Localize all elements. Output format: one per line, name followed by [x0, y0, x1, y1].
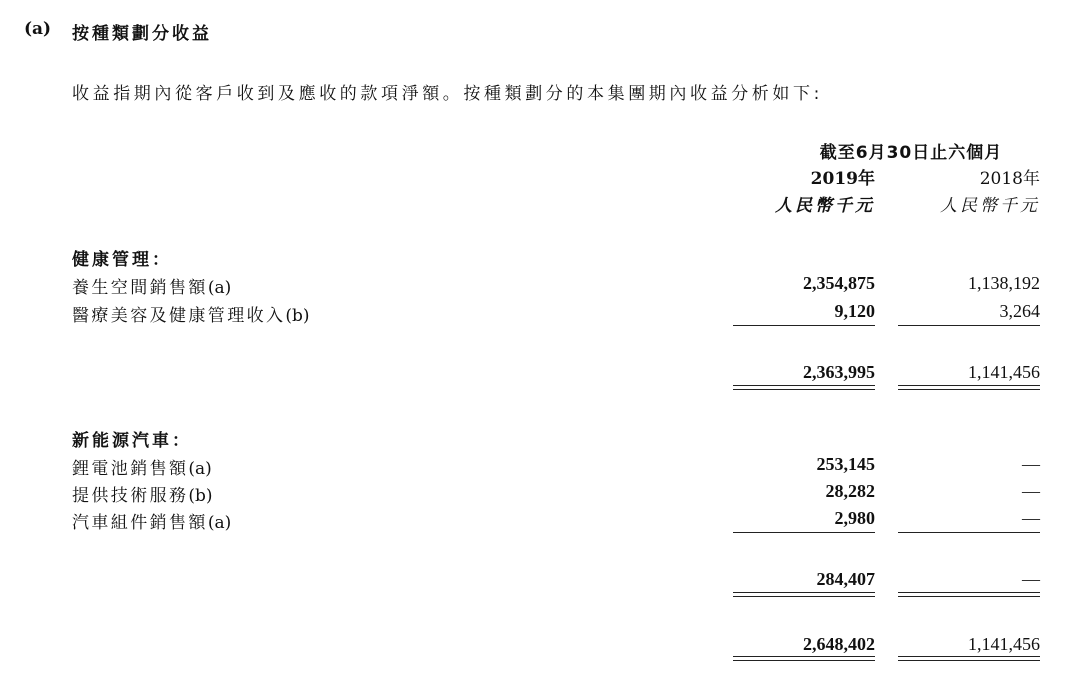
subtotal-2018: —: [1022, 569, 1040, 589]
subtotal-2019: 2,363,995: [803, 362, 875, 382]
row-value-2018: 3,264: [999, 301, 1040, 321]
subtotal-2018: 1,141,456: [968, 362, 1040, 382]
row-label: 養生空間銷售額(a): [72, 278, 232, 298]
row-value-2018: —: [1022, 454, 1040, 474]
rule: [898, 325, 1040, 326]
double-rule: [733, 592, 875, 593]
row-value-2018: 1,138,192: [968, 273, 1040, 293]
year-2019-header: 2019年: [810, 169, 875, 189]
rule: [898, 532, 1040, 533]
unit-2018-header: 人民幣千元: [940, 196, 1040, 216]
row-value-2018: —: [1022, 508, 1040, 528]
double-rule: [898, 656, 1040, 657]
rule: [733, 325, 875, 326]
row-label: 醫療美容及健康管理收入(b): [72, 306, 310, 326]
group-title-health: 健康管理：: [72, 250, 172, 270]
double-rule: [733, 385, 875, 386]
section-label: (a): [24, 19, 52, 39]
row-label: 提供技術服務(b): [72, 486, 213, 506]
double-rule: [898, 592, 1040, 593]
total-2018: 1,141,456: [968, 634, 1040, 654]
double-rule: [898, 596, 1040, 597]
row-value-2019: 9,120: [834, 301, 875, 321]
section-title: 按種類劃分收益: [72, 24, 212, 44]
intro-paragraph: 收益指期內從客戶收到及應收的款項淨額。按種類劃分的本集團期內收益分析如下:: [72, 84, 823, 104]
double-rule: [733, 660, 875, 661]
row-value-2019: 2,980: [834, 508, 875, 528]
year-2018-header: 2018年: [979, 169, 1040, 189]
unit-2019-header: 人民幣千元: [775, 196, 875, 216]
subtotal-2019: 284,407: [816, 569, 875, 589]
group-title-nev: 新能源汽車：: [72, 431, 192, 451]
double-rule: [898, 389, 1040, 390]
double-rule: [733, 656, 875, 657]
period-header: 截至6月30日止六個月: [819, 143, 1003, 163]
row-value-2019: 2,354,875: [803, 273, 875, 293]
rule: [733, 532, 875, 533]
double-rule: [898, 660, 1040, 661]
row-label: 汽車組件銷售額(a): [72, 513, 232, 533]
row-label: 鋰電池銷售額(a): [72, 459, 212, 479]
row-value-2019: 28,282: [825, 481, 875, 501]
row-value-2019: 253,145: [816, 454, 875, 474]
total-2019: 2,648,402: [803, 634, 875, 654]
double-rule: [733, 596, 875, 597]
row-value-2018: —: [1022, 481, 1040, 501]
double-rule: [898, 385, 1040, 386]
double-rule: [733, 389, 875, 390]
